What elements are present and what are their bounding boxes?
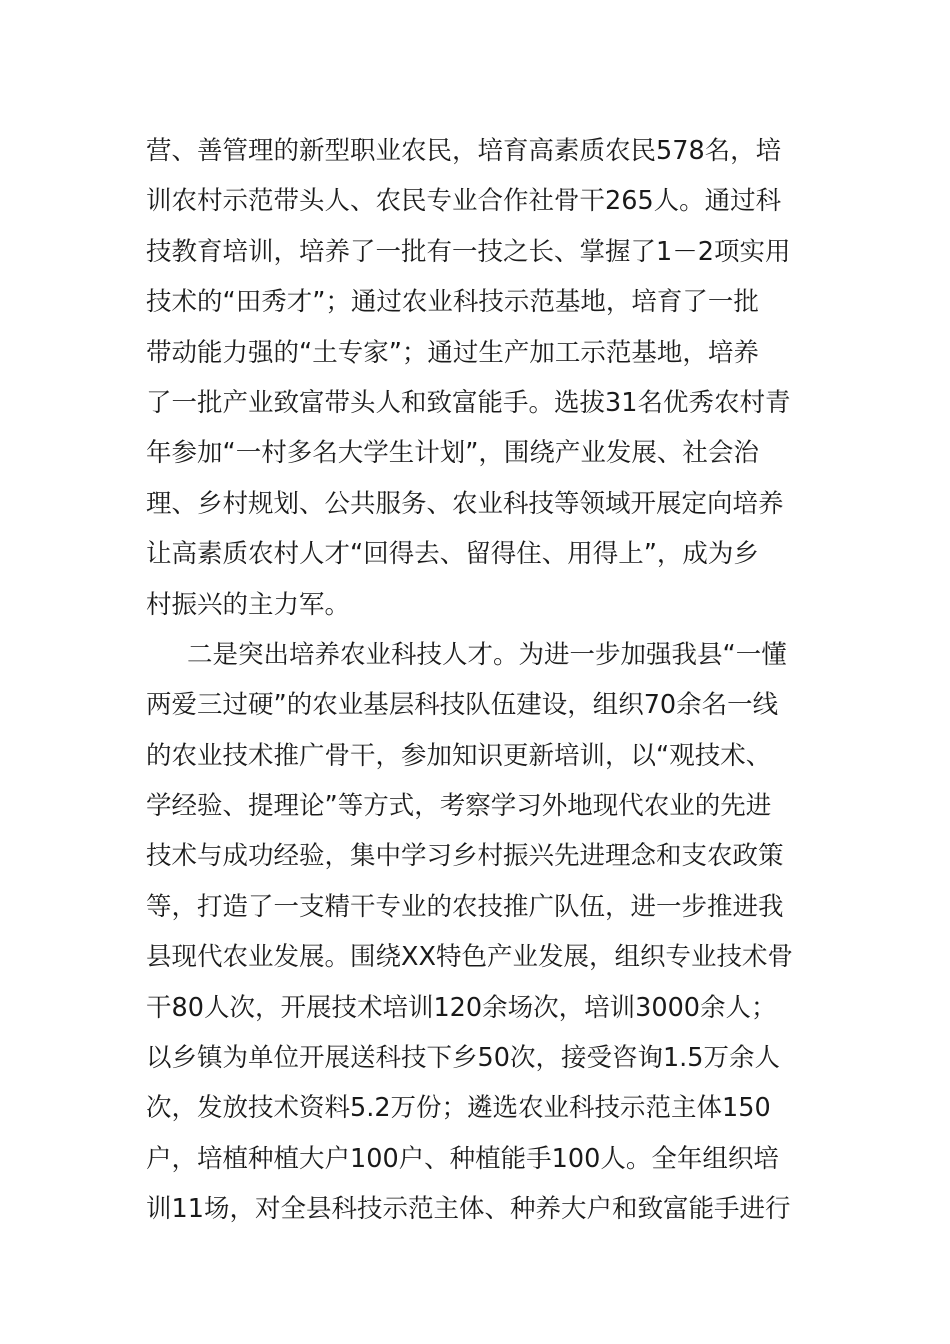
text-line: 等，打造了一支精干专业的农技推广队伍，进一步推进我	[146, 891, 784, 922]
text-line: 理、乡村规划、公共服务、农业科技等领域开展定向培养	[146, 488, 784, 519]
text-line: 年参加“一村多名大学生计划”，围绕产业发展、社会治	[146, 438, 759, 469]
text-line: 训11场，对全县科技示范主体、种养大户和致富能手进行	[146, 1194, 791, 1225]
text-line: 技术的“田秀才”；通过农业科技示范基地，培育了一批	[146, 287, 759, 318]
text-line: 带动能力强的“土专家”；通过生产加工示范基地，培养	[146, 337, 759, 368]
paragraph-first-line: 二是突出培养农业科技人才。为进一步加强我县“一懂	[187, 639, 787, 670]
text-line: 营、善管理的新型职业农民，培育高素质农民578名，培	[146, 136, 782, 166]
text-line: 了一批产业致富带头人和致富能手。选拔31名优秀农村青	[146, 387, 791, 418]
text-line: 的农业技术推广骨干，参加知识更新培训，以“观技术、	[146, 740, 772, 771]
text-line: 以乡镇为单位开展送科技下乡50次，接受咨询1.5万余人	[146, 1043, 781, 1074]
text-line: 让高素质农村人才“回得去、留得住、用得上”，成为乡	[146, 539, 759, 570]
text-line: 技教育培训，培养了一批有一技之长、掌握了1－2项实用	[146, 236, 791, 267]
text-line: 学经验、提理论”等方式，考察学习外地现代农业的先进	[146, 791, 772, 822]
text-line: 干80人次，开展技术培训120余场次，培训3000余人；	[146, 992, 777, 1023]
text-line: 村振兴的主力军。	[146, 589, 351, 620]
text-line: 两爱三过硬”的农业基层科技队伍建设，组织70余名一线	[146, 690, 779, 721]
body-text	[146, 126, 806, 1235]
text-line: 户，培植种植大户100户、种植能手100人。全年组织培	[146, 1143, 779, 1174]
text-line: 次，发放技术资料5.2万份；遴选农业科技示范主体150	[146, 1093, 771, 1124]
text-line: 训农村示范带头人、农民专业合作社骨干265人。通过科	[146, 186, 782, 217]
text-line: 县现代农业发展。围绕XX特色产业发展，组织专业技术骨	[146, 942, 793, 973]
text-line: 技术与成功经验，集中学习乡村振兴先进理念和支农政策	[146, 841, 784, 872]
